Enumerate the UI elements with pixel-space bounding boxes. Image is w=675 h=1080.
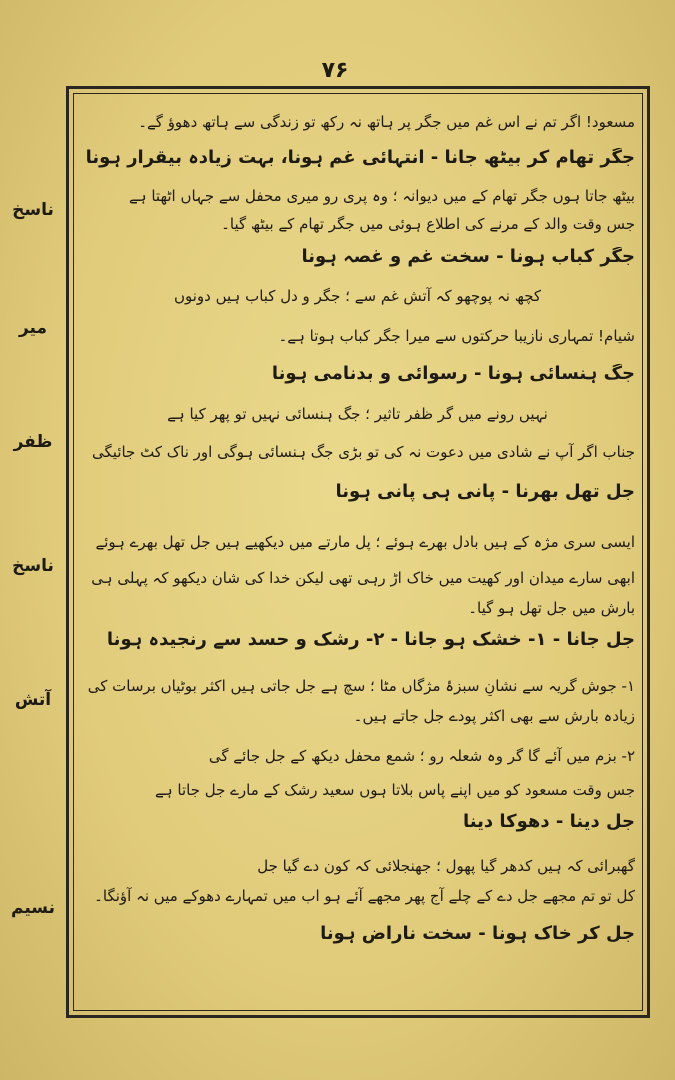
example-line: ابھی سارے میدان اور کھیت میں خاک اڑ رہی تھی لیکن خدا کی شان دیکھو کہ پہلی ہی bbox=[91, 569, 635, 587]
idiom-heading: جل جانا - ۱- خشک ہو جانا - ۲- رشک و حسد سے رنجیدہ ہونا bbox=[106, 630, 635, 650]
verse-line: ۱- جوشِ گریہ سے نشانِ سبزۂ مژگاں مٹا ؛ سچ ہے جل جاتی ہیں اکثر بوٹیاں برسات کی bbox=[87, 677, 635, 695]
example-line: شیام! تمہاری نازیبا حرکتوں سے میرا جگر کباب ہوتا ہے۔ bbox=[278, 327, 635, 345]
verse-line: نہیں رونے میں گر ظفر تاثیر ؛ جگ ہنسائی نہیں تو پھر کیا ہے bbox=[167, 405, 548, 423]
idiom-heading: جل کر خاک ہونا - سخت ناراض ہونا bbox=[320, 924, 635, 944]
margin-label-zafar: ظفر bbox=[13, 432, 53, 452]
verse-line: بیٹھ جاتا ہوں جگر تھام کے میں دیوانہ ؛ وہ پری رو میری محفل سے جہاں اٹھتا ہے bbox=[129, 187, 635, 205]
verse-line: ایسی سری مژہ کے ہیں بادل بھرے ہوئے ؛ پل مارتے میں دیکھیے ہیں جل تھل بھرے ہوئے bbox=[95, 533, 635, 551]
idiom-heading: جگ ہنسائی ہونا - رسوائی و بدنامی ہونا bbox=[271, 364, 635, 384]
example-line: زیادہ بارش سے بھی اکثر پودے جل جاتے ہیں۔ bbox=[353, 707, 635, 725]
idiom-heading: جل دینا - دھوکا دینا bbox=[462, 812, 635, 832]
idiom-heading: جگر تھام کر بیٹھ جانا - انتہائی غم ہونا، بہت زیادہ بیقرار ہونا bbox=[85, 148, 635, 168]
verse-line: گھبرائی کہ ہیں کدھر گیا پھول ؛ جھنجلائی کہ کون دے گیا جل bbox=[257, 857, 635, 875]
verse-line: ۲- بزم میں آئے گا گر وہ شعلہ رو ؛ شمع محفل دیکھ کے جل جائے گی bbox=[208, 747, 635, 765]
example-line: جس وقت والد کے مرنے کی اطلاع ہوئی میں جگر تھام کے بیٹھ گیا۔ bbox=[221, 215, 635, 233]
example-line: جس وقت مسعود کو میں اپنے پاس بلاتا ہوں سعید رشک کے مارے جل جاتا ہے bbox=[155, 781, 635, 799]
example-line: بارش میں جل تھل ہو گیا۔ bbox=[468, 599, 635, 617]
example-line: کل تو تم مجھے جل دے کے چلے آج پھر مجھے آئے ہو اب میں تمہارے دھوکے میں نہ آؤنگا۔ bbox=[94, 887, 635, 905]
margin-label-atish: آتش bbox=[14, 690, 52, 710]
margin-label-nasim: نسیم bbox=[11, 898, 55, 918]
verse-line: کچھ نہ پوچھو کہ آتشِ غم سے ؛ جگر و دل کباب ہیں دونوں bbox=[173, 287, 542, 305]
example-line: جناب اگر آپ نے شادی میں دعوت نہ کی تو بڑی جگ ہنسائی ہوگی اور ناک کٹ جائیگی bbox=[92, 443, 635, 461]
margin-label-nasikh: ناسخ bbox=[12, 200, 54, 220]
margin-label-mir: میر bbox=[18, 318, 48, 338]
page-number: ۷۶ bbox=[321, 58, 349, 83]
text-line: مسعود! اگر تم نے اس غم میں جگر پر ہاتھ نہ رکھ تو زندگی سے ہاتھ دھوؤ گے۔ bbox=[138, 113, 635, 131]
margin-label-nasikh-2: ناسخ bbox=[12, 556, 54, 576]
idiom-heading: جل تھل بھرنا - پانی ہی پانی ہونا bbox=[335, 482, 635, 502]
idiom-heading: جگر کباب ہونا - سخت غم و غصہ ہونا bbox=[301, 247, 635, 267]
